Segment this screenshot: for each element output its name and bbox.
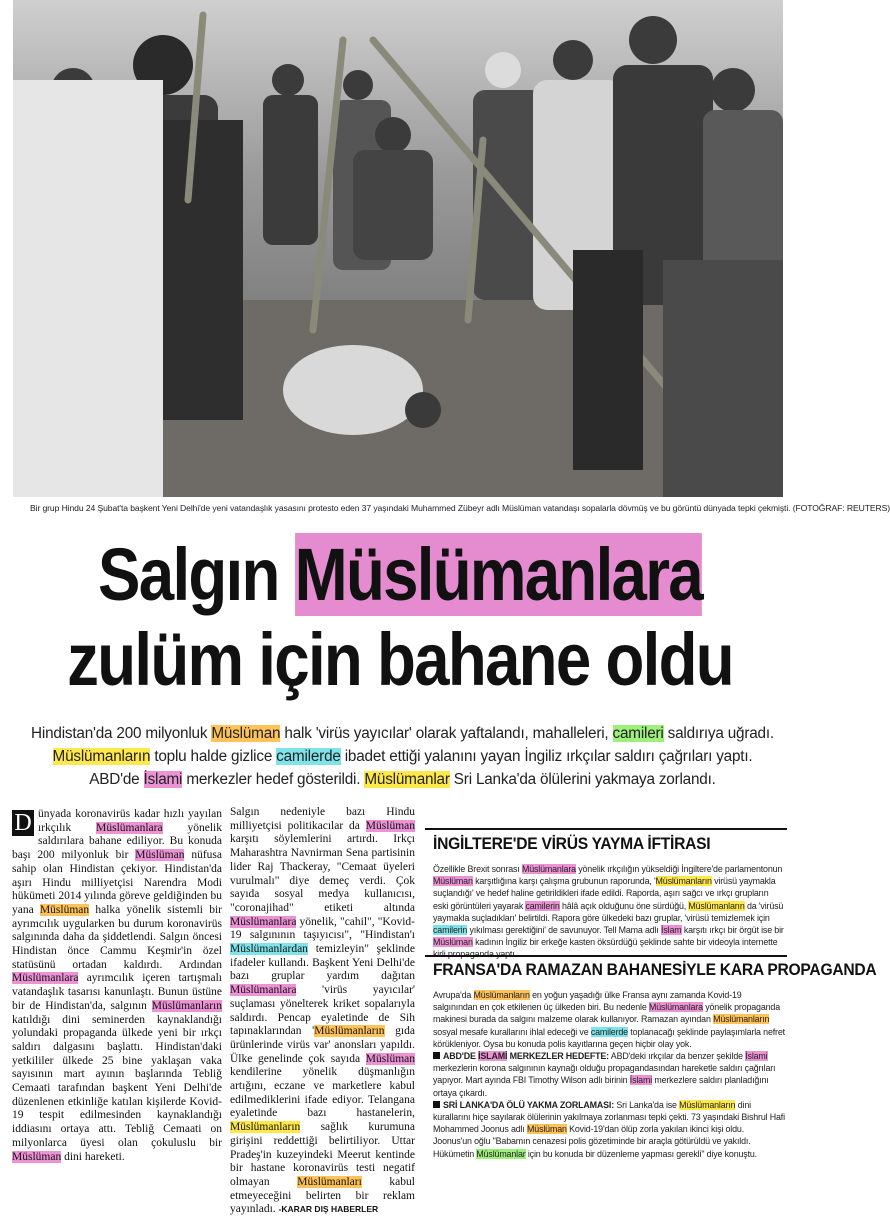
sidebar-text: karşıtlığına karşı çalışma grubunun raporunda, ' (472, 876, 656, 887)
body-text: ünyada koronavirüs kadar hızlı yayılan ırkçılık (38, 808, 222, 834)
sidebar-text: en yoğun yaşadığı ülke Fransa aynı zamanda Kovid-19 salgınından en çok etkilenen üç ülkeden biri. Bu nedenle (433, 990, 742, 1013)
sidebar-subheading-srilanka: SRİ LANKA'DA ÖLÜ YAKMA ZORLAMASI: (443, 1099, 615, 1110)
headline-word-1: Salgın (98, 533, 279, 616)
sidebar-text: yönelik propaganda makinesi burada da salgını malzeme olarak kullanıyor. Ramazan ayından (433, 1002, 780, 1025)
body-text: dini hareketi. (61, 1150, 125, 1163)
sidebar-text: karşıtı ırkçı bir örgüt ise bir (681, 925, 784, 936)
sidebar-text: yıkılması gerektiğini' de savunuyor. Tell Mama adlı (467, 925, 662, 936)
body-text: kendilerine yönelik düşmanlığın artığını, eczane ve marketlere kabul edilmediklerini ifade ediyor. Telangana eyaletinde bazı hastanelerin, (230, 1066, 415, 1120)
lead-text: Sri Lanka'da ölülerini yakmaya zorlandı. (449, 771, 716, 788)
sidebar-highlight: camilerin (433, 925, 468, 936)
body-highlight: Müslüman (39, 903, 90, 916)
divider (425, 955, 787, 957)
sidebar-heading-france: FRANSA'DA RAMAZAN BAHANESİYLE KARA PROPAGANDA (433, 960, 877, 979)
lead-highlight: camilerde (276, 748, 341, 765)
body-text: kabul etmeyeceğini belirten bir reklam yayınladı. (230, 1175, 415, 1216)
lead-text: halk 'virüs yayıcılar' olarak yaftalandı, mahalleleri, (280, 725, 613, 742)
bullet-square-icon (433, 1052, 440, 1059)
lead-highlight: camileri (612, 725, 664, 742)
sidebar-highlight: Müslümanların (679, 1099, 736, 1110)
sidebar-highlight: Müslüman (433, 876, 473, 887)
body-text: katıldığı dini seminerden kaynaklandığı yolundaki propaganda ülkede yeni bir ırkçı saldırı dalgasını başlattı. Hindistan'daki yetkililer ülkede 25 bine yaklaşan vaka sayısının mart ayının başlarında Tebliğ Cemaati tarafından başkent Yeni Delhi'de düzenlenen etkinliğe katılan kişilerde Kovid-19 tespit edilmesinden kaynaklandığı iddiasını ortaya attı. Tebliğ Cemaati on milyonlarca üyesi olan çokuluslu bir (12, 1013, 222, 1149)
sidebar-heading-uk: İNGİLTERE'DE VİRÜS YAYMA İFTİRASI (433, 834, 711, 853)
sidebar-subheading-text: ABD'DE (443, 1051, 479, 1062)
sidebar-text: Sri Lanka'da ise (614, 1099, 680, 1110)
body-highlight: Müslümanların (151, 999, 222, 1012)
sidebar-highlight: Müslümanların (473, 990, 530, 1000)
body-text: gıda ürünlerinde virüs var' anonsları yapıldı. Ülke genelinde çok sayıda (230, 1025, 415, 1065)
body-highlight: Müslümanlara (230, 984, 297, 997)
signature: -KARAR DIŞ HABERLER (278, 1204, 379, 1215)
sidebar-text: kadının İngiliz bir erkeğe kasten öksürdüğü şeklinde sahte bir videoyla internette (475, 937, 778, 948)
sidebar-highlight: Müslüman (433, 937, 473, 948)
sidebar-highlight: Müslümanların (688, 900, 745, 911)
body-text: ayrımcılık içeren tartışmalı vatandaşlık tasarısı kanunlaştı. Bunun üstüne bir de Hindistan'da, salgının (12, 972, 222, 1012)
lead-text: ibadet ettiği yalanını yayan İngiliz ırkçılar saldırı çağrıları yaptı. ABD'de (89, 748, 753, 788)
sidebar-text: yönelik ırkçılığın yükseldiği İngiltere'de parlamentonun (575, 864, 783, 874)
body-text: karşıtı söylemlerini artırdı. Irkçı Maharashtra Navnirman Sena partisinin lider Raj Thackeray, "Cemaat üyeleri vurulmalı" diye demeç verdi. Çok sayıda sosyal medya kullanıcısı, "coronajihad" etiketi altında (230, 833, 415, 914)
body-highlight: Müslümanlara (96, 821, 163, 834)
sidebar-highlight: İslami (629, 1075, 653, 1086)
body-highlight: Müslümanlara (12, 972, 79, 985)
sidebar-paragraph-uk (433, 863, 785, 961)
body-text: yönelik, "cahil", "Kovid-19 salgınının taşıyıcısı", "Hindistan'ı (230, 915, 415, 942)
sidebar-highlight: camilerin (525, 900, 560, 911)
sidebar-subheading-usa (443, 1051, 609, 1061)
body-text: halka yönelik sistemli bir ayrımcılık uygularken bu durum koronavirüs salgınında daha da şiddetlendi. Salgın öncesi Hindistan önce Cammu Keşmir'in özel statüsünü ortadan kaldırdı. Ardından (12, 903, 222, 971)
headline-highlight: Müslümanlara (294, 533, 702, 616)
headline-line-2: zulüm için bahane oldu (67, 618, 733, 701)
sidebar-text: hâlâ açık olduğunu öne sürdüğü, (559, 900, 689, 911)
sidebar-text: merkezlerin korona salgınının kaynağı olduğu propagandasından hareketle saldırı çağrıları yapıyor. Mart ayında FBI Timothy Wilson adlı birinin (433, 1063, 776, 1086)
lead-paragraph (30, 722, 775, 791)
sidebar-text: dini kurallarını hiçe sayılarak ölülerinin yakılmaya zorlanması tepki çekti. 73 yaşındaki Bishrul Hafi Mohammed Joonus adlı (433, 1099, 785, 1135)
sidebar-highlight: Müslümanlara (521, 864, 576, 874)
body-highlight: Müslüman (365, 819, 415, 832)
sidebar-text: için bu konuda bir düzenleme yapması gerekli" diye konuştu. (525, 1148, 757, 1159)
sidebar-text: Avrupa'da (433, 990, 474, 1000)
photo-caption: Bir grup Hindu 24 Şubat'ta başkent Yeni Delhi'de yeni vatandaşlık yasasını protesto eden 37 yaşındaki Muhammed Zübeyr adlı Müslüman vatandaşı sopalarla dövmüş ve bu görüntü dünyada tepki çekmişti. (FOTOĞRAF: REUTERS) (30, 503, 890, 513)
lead-text: merkezler hedef gösterildi. (182, 771, 365, 788)
sidebar-highlight: camilerde (590, 1026, 628, 1037)
body-highlight: Müslümanların (230, 1121, 301, 1134)
headline-line-1 (56, 535, 744, 615)
body-text: 'virüs yayıcılar' suçlaması yönelterek kriket sopalarıyla saldırdı. Pencap eyaletinde de Sih tapınaklarından ' (230, 984, 415, 1038)
lead-text: toplu halde gizlice (150, 748, 277, 765)
lead-highlight: İslami (143, 771, 183, 788)
sidebar-text: Kovid-19'dan ölüp zorla yakılan ikinci kişi oldu. Joonus'un oğlu "Babamın cenazesi polis gözetiminde bir araçla götürüldü ve yakıldı. Hükümetin (433, 1124, 751, 1159)
sidebar-text: sosyal mesafe kurallarını ihlal edeceği ve (433, 1026, 591, 1037)
sidebar-highlight: Müslüman (527, 1124, 567, 1135)
body-highlight: Müslüman (135, 849, 185, 862)
sidebar-text: Özellikle Brexit sonrası (433, 864, 522, 874)
bullet-square-icon (433, 1101, 440, 1108)
riot-photo-icon (13, 0, 783, 497)
article-column-1 (12, 808, 222, 1164)
sidebar-text: virüsü yaymakla suçlandığı' ve hedef haline getirildikleri ifade edildi. Raporda, aşırı sağcı ve ırkçı grupların eski görüntüleri yayarak (433, 876, 776, 911)
body-highlight: Müslümanlardan (230, 943, 308, 956)
body-text: yönelik saldırılara bahane ediliyor. Bu konuda başı 200 milyonluk bir (12, 821, 222, 862)
sidebar-highlight: Müslümanların (655, 876, 712, 887)
sidebar-subheading-text: MERKEZLER HEDEFTE: (507, 1051, 609, 1062)
sidebar-highlight: İSLAMİ (478, 1051, 508, 1062)
body-text: sağlık kurumuna girişini reddettiği belirtiliyor. Uttar Pradeş'in kuzeyindeki Meerut kentinde bir hastane koronavirüs testi negatif olmayan (230, 1121, 415, 1188)
drop-cap: D (12, 810, 34, 836)
divider (425, 828, 787, 830)
sidebar-highlight: Müslümanlar (476, 1148, 526, 1159)
body-highlight: Müslümanlara (230, 915, 297, 928)
news-photo (13, 0, 783, 497)
lead-text: saldırıya uğradı. (663, 725, 774, 742)
body-highlight: Müslüman (12, 1150, 62, 1163)
lead-text: Hindistan'da 200 milyonluk (31, 725, 212, 742)
lead-highlight: Müslümanlar (364, 771, 450, 788)
lead-highlight: Müslüman (211, 725, 281, 742)
sidebar-highlight: Müslümanların (713, 1014, 770, 1025)
sidebar-text: merkezlere saldırı planladığını ortaya çıkardı. (433, 1075, 769, 1098)
lead-highlight: Müslümanların (52, 748, 151, 765)
sidebar-highlight: İslami (745, 1051, 768, 1062)
body-text: temizleyin" şeklinde ifadeler kullandı. Başkent Yeni Delhi'de bazı gruplar yardım dağıtan (230, 943, 415, 983)
body-highlight: Müslüman (365, 1052, 415, 1065)
body-text: Salgın nedeniyle bazı Hindu milliyetçisi politikacılar da (230, 806, 415, 832)
body-text: nüfusa sahip olan Hindistan çekiyor. Hindistan'da aşırı Hindu milliyetçisi Narendra Modi hükümeti 2014 yılında göreve geldiğinden bu yana (12, 849, 222, 916)
sidebar-highlight: İslam (661, 925, 682, 936)
sidebar-text: toplanacağı şeklinde paylaşımlarla nefret körükleniyor. Oysa bu konuda polis kayıtlarına geçen hiçbir olay yok. (433, 1026, 785, 1049)
sidebar-text: da 'virüsü yaymakla suçladıkları' belirtildi. Rapora göre ülkedeki bazı gruplar, 'virüsü temizlemek için (433, 900, 784, 923)
body-highlight: Müslümanları (297, 1175, 362, 1188)
body-highlight: Müslümanların (314, 1025, 385, 1038)
sidebar-text: ABD'deki ırkçılar da benzer şekilde (608, 1051, 746, 1062)
sidebar-paragraph-france (433, 989, 785, 1160)
article-column-2 (230, 806, 415, 1217)
sidebar-highlight: Müslümanlara (648, 1002, 703, 1013)
